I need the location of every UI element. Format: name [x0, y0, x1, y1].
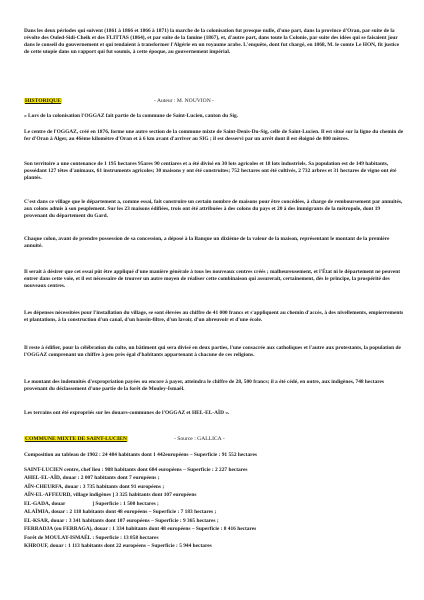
table-row: AÏN-CHEURFA, douar : 3 735 habitants dont 91 européens ; — [24, 483, 165, 490]
historique-paragraph-8: Le montant des indemnités d'expropriation payées ou encore à payer, atteindra le chiffre de 28, 500 francs; il a été cédé, en outre, aux indigènes, 748 hectares provenant du déclassement d'une partie de la forêt de Mouley-Ismaël. — [24, 379, 384, 393]
author-name: M. NOUVION — [176, 98, 211, 104]
table-row: AÏN-EL-AFFEURD, village indigènes ] 3 325 habitants dont 107 européens — [24, 492, 197, 498]
table-row: EL-KSAR, douar : 3 341 habitants dont 107 européens – Superficie : 9 365 hectares ; — [24, 517, 219, 524]
historique-paragraph-4: Chaque colon, avant de prendre possession de sa concession, a déposé à la Banque un dixième de la valeur de la maison, représentant le montant de la première annuité. — [24, 236, 390, 250]
historique-paragraph-5: Il serait à désirer que cet essai pût être appliqué d'une manière générale à tous les nouveaux centres créés ; malheureusement, et l'État ni le département ne peuvent entrer dans cette voie, et il est nécessaire de trouver un autre moyen de réaliser cette combinaison qui assurerait, certainement, dès le principe, la prospérité des nouveaux centres. — [24, 269, 401, 290]
table-row: KHROUF, douar : 1 113 habitants dont 22 européens – Superficie : 5 944 hectares — [24, 543, 212, 549]
historique-header — [24, 97, 404, 105]
historique-paragraph-2: Son territoire a une contenance de 1 195 hectares 95ares 90 centiares et a été divisé en 30 lots agricoles et 18 lots industriels. Sa population est de 149 habitants, possédant 127 têtes d'animaux, 61 instruments agricoles; 30 maisons y ont été construites; 752 hectares ont été cultivés, 2 732 arbres et 31 hectares de vigne ont été plantés. — [24, 161, 397, 182]
author-prefix: - Auteur : — [154, 98, 176, 104]
source-suffix: - — [222, 436, 225, 442]
source-name: GALLICA — [197, 436, 222, 442]
table-row: SAINT-LUCIEN centre, chef lieu : 988 habitants dont 684 européens – Superficie : 2 227 hectares — [24, 466, 248, 473]
intro-paragraph: Dans les deux périodes qui suivent (1861 à 1866 et 1866 à 1871) la marche de la colonisation fut presque nulle, d'une part, dans la province d'Oran, par suite de la révolte des Ouled-Sidi-Cheik et des FLITTAS (1864), et par suite de la famine (1867), et, d'autre part, dans toute la Colonie, par suite des idées qui se faisaient jour dans le conseil du gouvernement et qui tendaient à transformer l'Algérie en un royaume arabe. L'enquête, dont fut chargé, en 1868, M. le comte Le HON, fit justice de cette utopie dans un rapport qui fut soumis, à cette époque, au gouvernement impérial. — [24, 28, 400, 56]
historique-paragraph-3: C'est dans ce village que le département a, comme essai, fait construire un certain nombre de maisons pour être concédées, à charge de remboursement par annuités, aux colons admis à son peuplement. Sur les 23 maisons édifiées, trois ont été attribuées à des colons du pays et 20 à des immigrants de la métropole, dont 19 provenant du département du Gard. — [24, 199, 403, 220]
historique-paragraph-9: Les terrains ont été expropriés sur les douars-communes de l'OGGAZ et HEL-EL-AÏD ». — [24, 410, 230, 416]
quote-title: « Lors de la colonisation l'OGGAZ fait partie de la commune de Saint-Lucien, canton du Sig. — [24, 113, 238, 119]
table-row: ALAÏMIA, douar : 2 118 habitants dont 48 européens – Superficie : 7 183 hectares ; — [24, 509, 217, 515]
source-line — [174, 435, 225, 443]
commune-table — [24, 451, 404, 551]
source-prefix: - Source : — [174, 436, 196, 442]
table-row: Forêt de MOULAY-ISMAËL : Superficie : 13 858 hectares — [24, 534, 159, 541]
author-suffix: - — [212, 98, 215, 104]
author-line — [154, 97, 214, 105]
table-row: FERRADJA (ou FERRAGA), douar : 1 334 habitants dont 48 européens – Superficie : 8 416 hectares — [24, 526, 257, 532]
historique-paragraph-7: Il reste à édifier, pour la célébration du culte, un bâtiment qui sera divisé en deux parties, l'une consacrée aux catholiques et l'autre aux protestants, la population de l'OGGAZ comprenant un chiffre à peu près égal d'habitants appartenant à chacune de ces religions. — [24, 345, 401, 359]
commune-label: COMMUNE MIXTE DE SAINT-LUCIEN — [25, 436, 127, 442]
historique-label: HISTORIQUE — [25, 98, 61, 104]
commune-header — [24, 435, 404, 443]
table-row: AHEL-EL-AÏD, douar : 2 007 habitants dont 7 européens ; — [24, 475, 160, 481]
historique-paragraph-1: Le centre de l'OGGAZ, créé en 1876, forme une autre section de la commune mixte de Saint-Denis-Du-Sig, celle de Saint-Lucien. Il est situé sur la ligne du chemin de fer d'Oran à Alger, au 46ème kilomètre d'Oran et à 6 km avant d'arriver au SIG ; il est desservi par un arrêt dont il est éloigné de 800 mètres. — [24, 129, 404, 143]
table-row: EL-GADA, douar ] Superficie : 1 500 hectares ; — [24, 500, 159, 507]
table-row: Composition au tableau de 1902 : 24 484 habitants dont 1 442européens – Superficie : 91 552 hectares — [24, 452, 257, 458]
historique-paragraph-6: Les dépenses nécessitées pour l'installation du village, se sont élevées au chiffre de 41 000 francs et s'appliquent au chemin d'accès, à des nivellements, empierrements et plantations, à la construction d'un canal, d'un bassin-filtre, d'un lavoir, d'un abreuvoir et d'une école. — [24, 310, 404, 324]
